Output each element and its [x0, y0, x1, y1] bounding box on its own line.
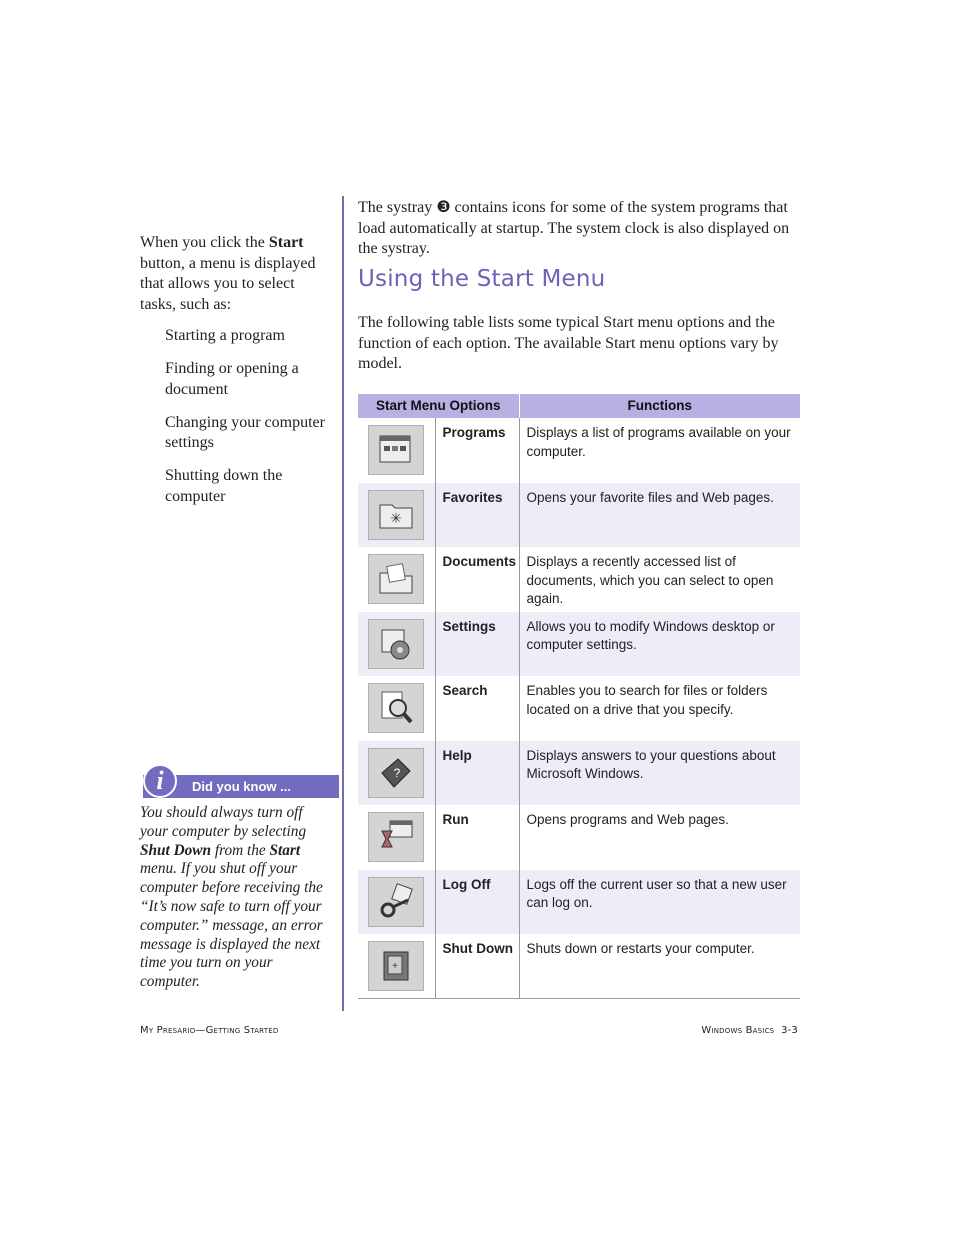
systray-text-end: contains icons for some of the system programs that load automatically at startup. The system clock is also displayed on the systray. — [358, 199, 790, 257]
note-bold-shut-down: Shut Down — [140, 841, 212, 859]
option-description: Displays a recently accessed list of documents, which you can select to open again. — [526, 554, 774, 606]
header-functions: Functions — [519, 394, 800, 418]
list-item: Shutting down the computer — [165, 467, 283, 505]
option-name: Favorites — [435, 483, 519, 548]
start-menu-table — [358, 394, 800, 999]
option-name: Run — [435, 805, 519, 870]
sidebar-intro-text-end: button, a menu is displayed that allows you to select tasks, such as: — [140, 254, 316, 313]
favorites-icon — [368, 490, 424, 540]
note-text-part: from the — [211, 841, 270, 859]
option-description: Displays answers to your questions about Microsoft Windows. — [526, 747, 776, 781]
option-name: Shut Down — [435, 934, 519, 999]
documents-icon — [368, 554, 424, 604]
option-name: Search — [435, 676, 519, 741]
table-row — [358, 676, 800, 741]
option-name: Programs — [435, 418, 519, 483]
sidebar-intro-bold: Start — [268, 234, 304, 251]
note-text — [140, 804, 332, 992]
list-item: Finding or opening a document — [165, 360, 299, 398]
help-icon — [368, 748, 424, 798]
option-description: Shuts down or restarts your computer. — [519, 934, 800, 999]
option-description: Displays a list of programs available on your computer. — [526, 425, 791, 459]
table-row — [358, 934, 800, 999]
option-name: Documents — [435, 547, 519, 612]
table-row — [358, 741, 800, 806]
option-description: Allows you to modify Windows desktop or computer settings. — [526, 618, 775, 652]
table-row — [358, 547, 800, 612]
note-title: Did you know ... — [192, 779, 291, 794]
systray-paragraph — [358, 197, 798, 260]
option-description: Opens programs and Web pages. — [526, 812, 729, 827]
shut-down-icon — [368, 941, 424, 991]
note-text-part: You should always turn off your computer by selecting — [140, 804, 307, 840]
list-item: Changing your computer settings — [165, 413, 325, 451]
settings-icon — [368, 619, 424, 669]
task-list — [165, 326, 332, 507]
footer-page — [701, 1025, 798, 1036]
footer-section: Windows Basics — [701, 1025, 775, 1036]
sidebar-column — [140, 233, 332, 520]
systray-text: The systray — [358, 199, 437, 216]
option-name: Help — [435, 741, 519, 806]
programs-icon — [368, 425, 424, 475]
svg-text:+: + — [392, 961, 398, 972]
callout-number-icon: ❸ — [436, 197, 451, 216]
lead-paragraph: The following table lists some typical Start menu options and the function of each option. The available Start menu options vary by model. — [358, 314, 779, 372]
table-row — [358, 418, 800, 483]
table-header-row — [358, 394, 800, 418]
note-text-part: menu. If you shut off your computer before receiving the “It’s now safe to turn off your computer.” message, an error message is displayed the next time you turn on your computer. — [140, 860, 323, 991]
option-name: Log Off — [435, 870, 519, 935]
option-description: Enables you to search for files or folders located on a drive that you specify. — [526, 683, 768, 717]
table-row — [358, 483, 800, 548]
info-icon: i — [143, 764, 177, 798]
sidebar-intro — [140, 233, 332, 315]
table-row — [358, 612, 800, 677]
run-icon — [368, 812, 424, 862]
column-divider — [342, 196, 344, 1011]
option-description: Opens your favorite files and Web pages. — [526, 489, 774, 505]
table-row — [358, 870, 800, 935]
option-description: Logs off the current user so that a new user can log on. — [526, 876, 787, 910]
table-row — [358, 805, 800, 870]
log-off-icon — [368, 877, 424, 927]
svg-text:?: ? — [393, 765, 401, 780]
sidebar-intro-text: When you click the — [140, 234, 269, 251]
option-name: Settings — [435, 612, 519, 677]
svg-text:✳: ✳ — [390, 509, 402, 526]
header-start-menu-options: Start Menu Options — [358, 394, 519, 418]
note-bold-start: Start — [269, 841, 301, 859]
search-icon — [368, 683, 424, 733]
list-item: Starting a program — [165, 327, 285, 344]
footer-title: My Presario—Getting Started — [140, 1025, 279, 1036]
section-heading: Using the Start Menu — [358, 266, 606, 292]
page-number: 3-3 — [781, 1025, 798, 1036]
